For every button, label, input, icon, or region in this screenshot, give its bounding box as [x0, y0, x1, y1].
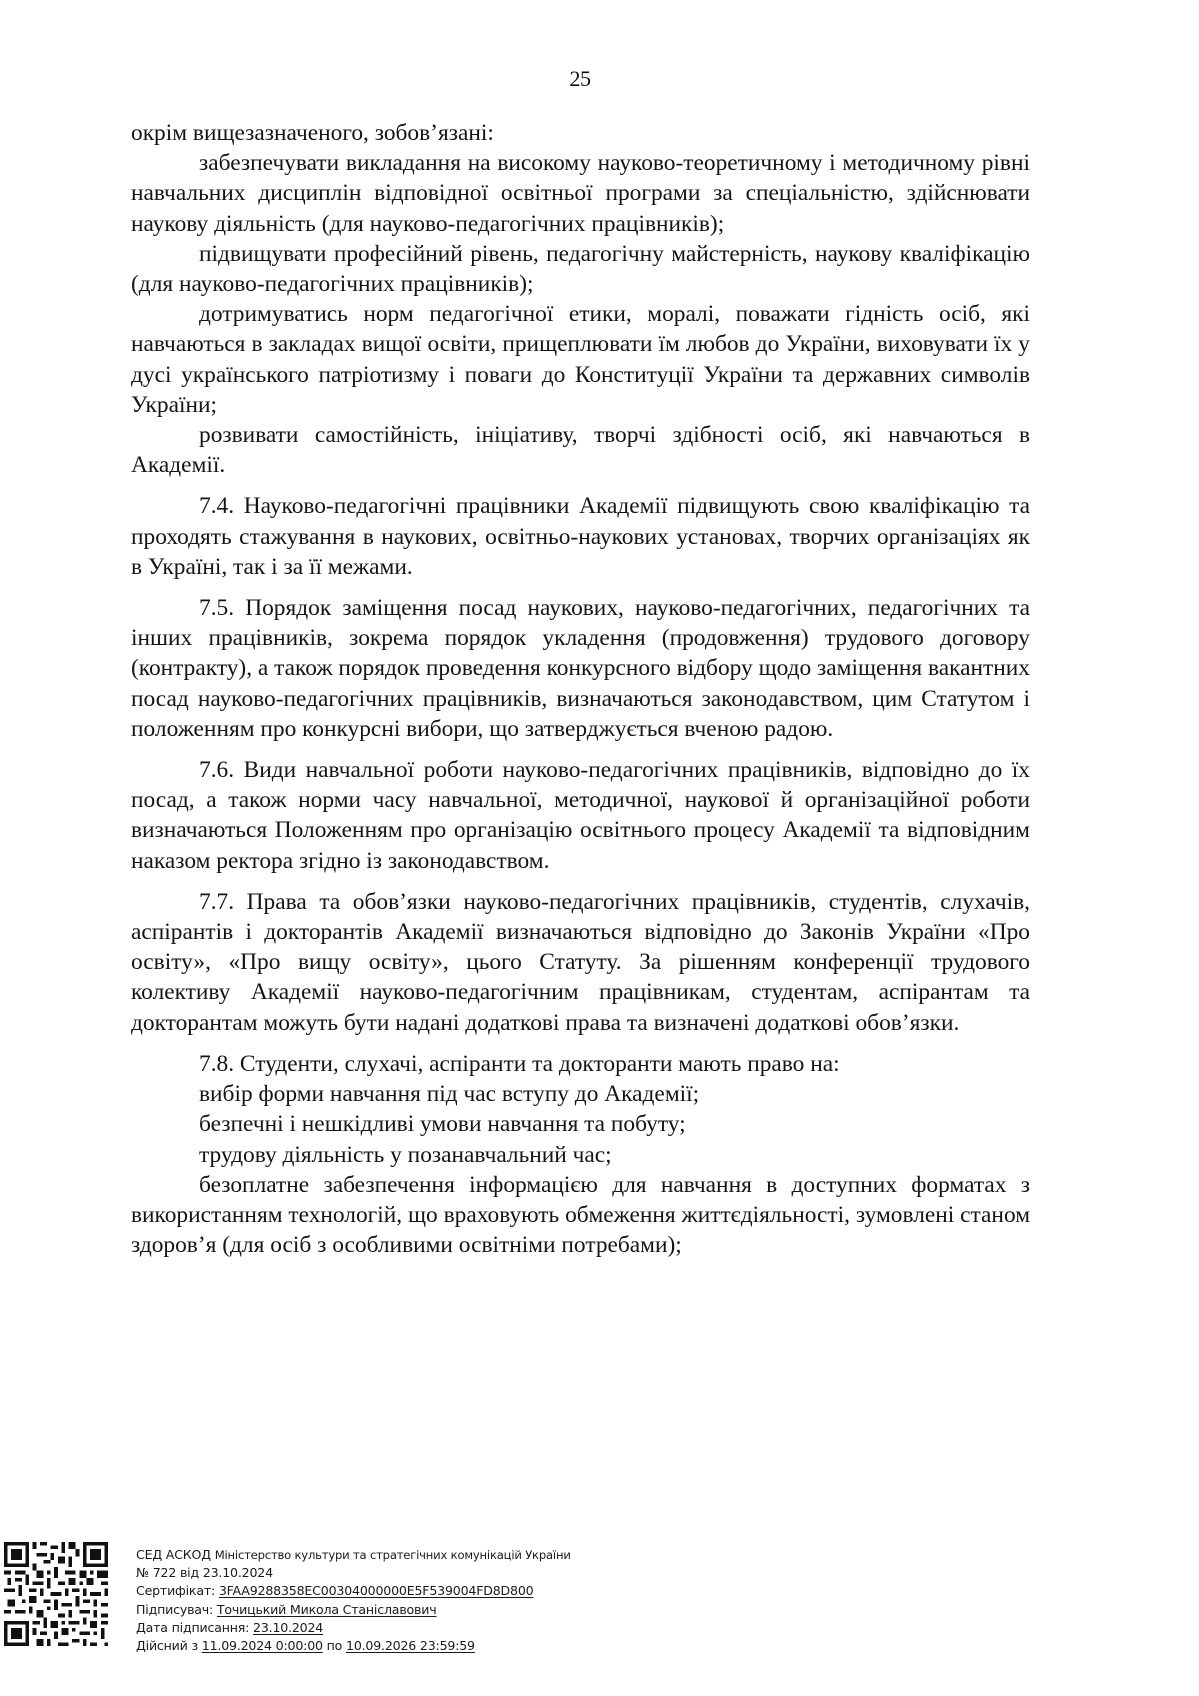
stamp-signer-value: Точицький Микола Станіславович	[216, 1601, 437, 1617]
paragraph-duty-1: забезпечувати викладання на високому науково-теоретичному і методичному рівні навчальних дисциплін відповідної освітньої програми за спеціальністю, здійснювати наукову діяльність (для науково-педагогічних працівників);	[131, 150, 1030, 237]
stamp-certificate-label: Сертифікат:	[136, 1583, 216, 1599]
stamp-certificate-line	[136, 1582, 571, 1600]
paragraph-duty-2: підвищувати професійний рівень, педагогічну майстерність, наукову кваліфікацію (для науково-педагогічних працівників);	[131, 240, 1030, 298]
page-number: 25	[569, 66, 591, 91]
right-item-1: вибір форми навчання під час вступу до Академії;	[199, 1081, 700, 1108]
paragraph-duty-4: розвивати самостійність, ініціативу, творчі здібності осіб, які навчаються в Академії.	[131, 422, 1030, 479]
stamp-signer-line	[136, 1601, 571, 1619]
stamp-signed-date-line	[136, 1619, 571, 1637]
stamp-validity-line	[136, 1637, 571, 1655]
stamp-certificate-value: 3FAA9288358EC00304000000E5F539004FD8D800	[218, 1583, 534, 1599]
document-body	[131, 118, 1030, 1260]
stamp-signer-label: Підписувач:	[136, 1601, 214, 1617]
section-7-4: 7.4. Науково-педагогічні працівники Академії підвищують свою кваліфікацію та проходять стажування в наукових, освітньо-наукових установах, творчих організаціях як в Україні, так і за її межами.	[131, 493, 1030, 580]
right-item-3: трудову діяльність у позанавчальний час;	[199, 1141, 612, 1168]
section-7-5: 7.5. Порядок заміщення посад наукових, науково-педагогічних, педагогічних та інших працівників, зокрема порядок укладення (продовження) трудового договору (контракту), а також порядок проведення конкурсного відбору щодо заміщення вакантних посад науково-педагогічних працівників, визначаються законодавством, цим Статутом і положенням про конкурсні вибори, що затверджується вченою радою.	[131, 595, 1030, 742]
stamp-registration: № 722 від 23.10.2024	[136, 1565, 273, 1581]
stamp-system-prefix: СЕД АСКОД	[136, 1547, 211, 1562]
right-item-2: безпечні і нешкідливі умови навчання та побуту;	[199, 1111, 686, 1138]
stamp-valid-to-label: по	[326, 1638, 343, 1654]
stamp-organization: Міністерство культури та стратегічних комунікацій України	[214, 1548, 571, 1562]
section-7-8: 7.8. Студенти, слухачі, аспіранти та докторанти мають право на:	[199, 1050, 840, 1077]
stamp-organization-line	[136, 1546, 571, 1564]
section-7-7: 7.7. Права та обов’язки науково-педагогічних працівників, студентів, слухачів, аспірантів і докторантів Академії визначаються відповідно до Законів України «Про освіту», «Про вищу освіту», цього Статуту. За рішенням конференції трудового колективу Академії науково-педагогічним працівникам, студентам, аспірантам та докторантам можуть бути надані додаткові права та визначені додаткові обов’язки.	[131, 888, 1030, 1036]
stamp-valid-label: Дійсний з	[136, 1638, 198, 1654]
paragraph-duty-3: дотримуватись норм педагогічної етики, моралі, поважати гідність осіб, які навчаються в закладах вищої освіти, прищеплювати їм любов до України, виховувати їх у дусі українського патріотизму і поваги до Конституції України та державних символів України;	[131, 301, 1030, 418]
signature-stamp	[0, 1540, 1199, 1690]
right-item-4: безоплатне забезпечення інформацією для навчання в доступних форматах з використанням технологій, що враховують обмеження життєдіяльності, зумовлені станом здоров’я (для осіб з особливими освітніми потребами);	[131, 1171, 1030, 1259]
section-7-6: 7.6. Види навчальної роботи науково-педагогічних працівників, відповідно до їх посад, а також норми часу навчальної, методичної, наукової й організаційної роботи визначаються Положенням про організацію освітнього процесу Академії та відповідним наказом ректора згідно із законодавством.	[131, 757, 1030, 874]
paragraph-intro: окрім вищезазначеного, зобов’язані:	[131, 120, 494, 146]
qr-code-icon	[4, 1542, 108, 1646]
stamp-valid-from: 11.09.2024 0:00:00	[201, 1638, 323, 1654]
stamp-details	[136, 1546, 571, 1655]
stamp-signed-date-value: 23.10.2024	[253, 1619, 324, 1635]
stamp-valid-to: 10.09.2026 23:59:59	[346, 1638, 475, 1654]
stamp-signed-date-label: Дата підписання:	[136, 1619, 250, 1635]
